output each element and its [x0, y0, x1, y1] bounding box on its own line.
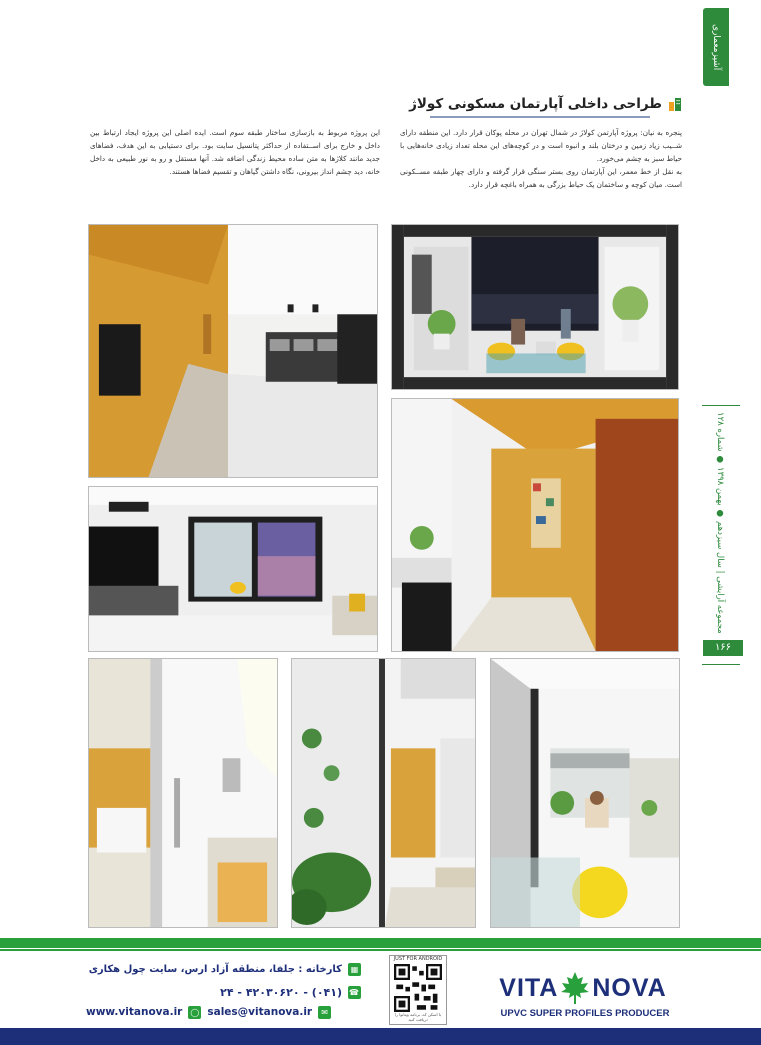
building-icon — [668, 97, 682, 111]
qr-caption: با اسکن کد، برنامه ویتانوا را دریافت کنید — [394, 1012, 442, 1022]
text-column-right — [400, 126, 682, 191]
footer-green-line — [0, 949, 761, 951]
footer-website[interactable]: www.vitanova.ir — [86, 1006, 183, 1018]
page-number: ۱۶۶ — [703, 640, 743, 656]
magazine-info — [706, 411, 734, 634]
photo-balcony-day — [490, 658, 680, 928]
brand-word-left: VITA — [499, 973, 559, 1002]
qr-code-box[interactable] — [389, 955, 447, 1025]
footer-address — [86, 960, 361, 978]
phone-icon: ☎ — [349, 987, 360, 997]
paragraph: این پروژه مربوط به بازسازی ساختار طبقه سوم است. ایده اصلی این پروژه ایجاد ارتباط بین داخل و خارج برای اســتفاده از حداکثر پتانسیل سایت بود. برای دستیابی به این هدف، فضاهای جدید مانند کلاژها به متن ساده محیط زندگی اضافه شد. آنها مستقل و رو به نور طبیعی به داخل خانه، دید چشم انداز بیرونی، نگاه داشتن گیاهان و تقسیم فضاها هستند. — [90, 128, 380, 176]
qr-label: JUST FOR ANDROID — [393, 956, 443, 962]
article-title-text: طراحی داخلی آپارتمان مسکونی کولاژ — [409, 96, 662, 112]
brand-word-right: NOVA — [592, 973, 667, 1002]
footer-navy-bar — [0, 1028, 761, 1045]
magazine-info-text: مجموعه آرایشی | سال سیزدهم ● بهمن ۱۳۹۸ ● شماره ۱۲۸ — [715, 411, 725, 634]
photo-bedroom-corridor — [88, 658, 278, 928]
photo-living-window — [88, 486, 378, 652]
photo-wood-hallway — [391, 398, 679, 652]
text-column-left — [90, 126, 380, 178]
title-underline — [430, 116, 650, 118]
paragraph: پنجره به نیان: پروژه آپارتمن کولاژ در شمال تهران در محله پوکان قرار دارد. این منطقه دارای شــیب زیاد زمین و درختان بلند و انبوه است و در کوچه‌های این محله تعداد زیادی خانه‌هایی با حیاط سبز به چشم می‌خورد. — [400, 128, 682, 163]
photo-plants-garden — [291, 658, 476, 928]
sidebar-rule — [702, 405, 740, 406]
footer-phone — [86, 983, 361, 1001]
factory-icon: ▦ — [348, 963, 361, 976]
footer-email[interactable]: sales@vitanova.ir — [207, 1006, 313, 1018]
article-title — [400, 92, 682, 116]
maple-leaf-icon — [560, 972, 590, 1004]
sidebar-rule — [702, 664, 740, 665]
qr-code-icon — [394, 964, 442, 1012]
photo-corridor-tv — [88, 224, 378, 478]
paragraph: به نقل از خط معمر، این آپارتمان روی بستر سنگی قرار گرفته و دارای چهار طبقه مســکونی است. میان کوچه و ساختمان یک حیاط بزرگی به همراه باغچه قرار دارد. — [400, 167, 682, 189]
brand-logo — [483, 970, 683, 1006]
footer-phone-text: (۰۴۱) - ۴۲۰۳۰۶۲۰ - ۲۴ — [220, 985, 342, 999]
globe-icon: ◯ — [188, 1006, 201, 1019]
footer-contacts — [86, 1003, 361, 1021]
section-tab-label: آشپزمعماری — [711, 23, 721, 71]
footer-address-text: کارخانه : جلفا، منطقه آزاد ارس، سایت چول هکاری — [88, 963, 342, 975]
mail-icon: ✉ — [318, 1006, 331, 1019]
footer-green-bar — [0, 938, 761, 948]
brand-tagline: UPVC SUPER PROFILES PRODUCER — [500, 1008, 670, 1019]
section-tab — [703, 8, 729, 86]
photo-balcony-night — [391, 224, 679, 390]
